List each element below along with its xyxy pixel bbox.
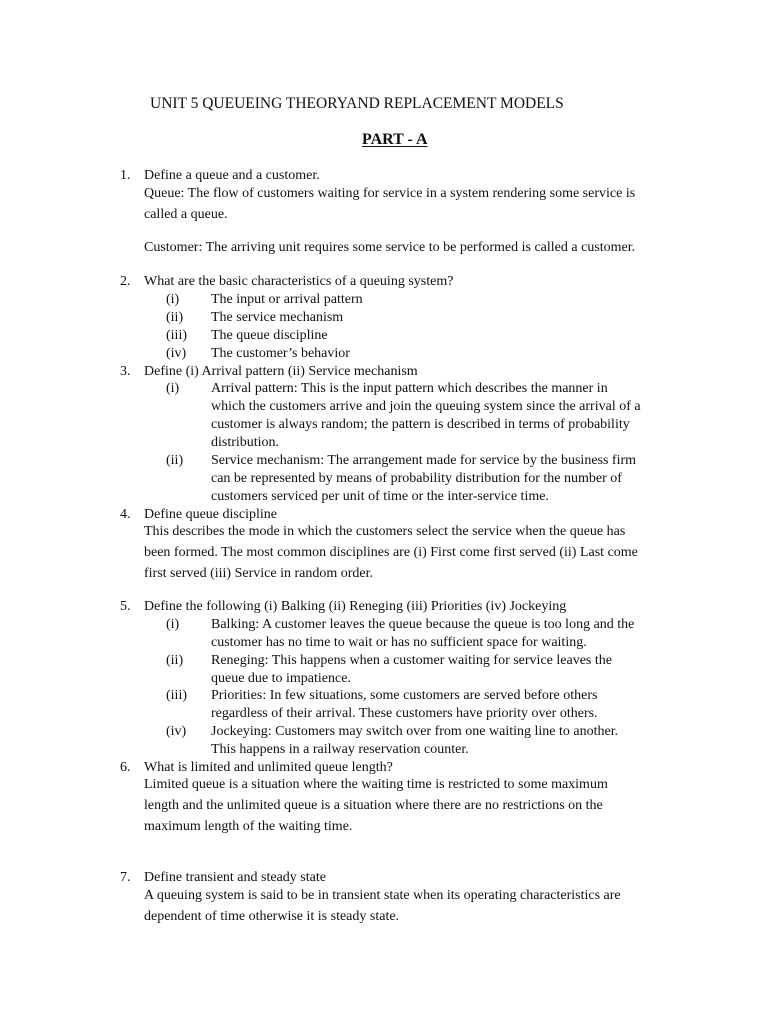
item-line: Reneging: This happens when a customer waiting for service leaves the xyxy=(211,653,612,668)
item-label: (i) xyxy=(166,617,180,632)
question-number: 3. xyxy=(120,364,131,379)
question-text: Define transient and steady state xyxy=(144,870,326,885)
item-line: Balking: A customer leaves the queue because the queue is too long and the xyxy=(211,617,635,632)
item-text: The queue discipline xyxy=(211,328,328,343)
answer-line: first served (iii) Service in random order. xyxy=(144,566,373,581)
item-line: customer has no time to wait or has no sufficient space for waiting. xyxy=(211,635,587,650)
answer-line: Customer: The arriving unit requires some service to be performed is called a customer. xyxy=(144,240,636,255)
item-label: (iii) xyxy=(166,688,187,703)
item-line: can be represented by means of probability distribution for the number of xyxy=(211,471,622,486)
item-line: distribution. xyxy=(211,435,280,450)
item-label: (ii) xyxy=(166,653,184,668)
item-line: regardless of their arrival. These customers have priority over others. xyxy=(211,706,598,721)
answer-line: Limited queue is a situation where the waiting time is restricted to some maximum xyxy=(144,777,608,792)
item-line: Priorities: In few situations, some customers are served before others xyxy=(211,688,598,703)
item-label: (ii) xyxy=(166,453,184,468)
item-text: The service mechanism xyxy=(211,310,344,325)
question-text: Define a queue and a customer. xyxy=(144,168,320,183)
answer-line: length and the unlimited queue is a situation where there are no restrictions on the xyxy=(144,798,603,813)
item-line: customer is always random; the pattern is described in terms of probability xyxy=(211,417,630,432)
question-text: Define (i) Arrival pattern (ii) Service mechanism xyxy=(144,364,418,379)
question-text: Define the following (i) Balking (ii) Reneging (iii) Priorities (iv) Jockeying xyxy=(144,599,567,614)
question-text: Define queue discipline xyxy=(144,507,277,522)
item-line: which the customers arrive and join the queuing system since the arrival of a xyxy=(211,399,641,414)
item-line: customers serviced per unit of time or the inter-service time. xyxy=(211,489,549,504)
item-text: The input or arrival pattern xyxy=(211,292,363,307)
question-number: 5. xyxy=(120,599,131,614)
unit-title: UNIT 5 QUEUEING THEORYAND REPLACEMENT MODELS xyxy=(150,95,564,112)
question-number: 2. xyxy=(120,274,131,289)
question-text: What are the basic characteristics of a queuing system? xyxy=(144,274,454,289)
answer-line: A queuing system is said to be in transient state when its operating characteristics are xyxy=(144,888,621,903)
question-number: 1. xyxy=(120,168,131,183)
item-label: (i) xyxy=(166,292,180,307)
item-line: Arrival pattern: This is the input pattern which describes the manner in xyxy=(211,381,608,396)
item-label: (i) xyxy=(166,381,180,396)
answer-line: This describes the mode in which the customers select the service when the queue has xyxy=(144,524,626,539)
answer-line: Queue: The flow of customers waiting for service in a system rendering some service is xyxy=(144,186,636,201)
item-label: (iv) xyxy=(166,346,187,361)
answer-line: maximum length of the waiting time. xyxy=(144,819,353,834)
item-line: Service mechanism: The arrangement made for service by the business firm xyxy=(211,453,637,468)
item-text: The customer’s behavior xyxy=(211,346,350,361)
item-label: (iv) xyxy=(166,724,187,739)
question-number: 4. xyxy=(120,507,131,522)
item-label: (ii) xyxy=(166,310,184,325)
item-line: Jockeying: Customers may switch over from one waiting line to another. xyxy=(211,724,619,739)
part-label: PART - A xyxy=(362,131,428,148)
item-line: This happens in a railway reservation counter. xyxy=(211,742,469,757)
answer-line: been formed. The most common disciplines are (i) First come first served (ii) Last come xyxy=(144,545,638,560)
answer-line: dependent of time otherwise it is steady state. xyxy=(144,909,400,924)
item-label: (iii) xyxy=(166,328,187,343)
question-text: What is limited and unlimited queue length? xyxy=(144,760,393,775)
question-number: 6. xyxy=(120,760,131,775)
item-line: queue due to impatience. xyxy=(211,671,351,686)
question-number: 7. xyxy=(120,870,131,885)
answer-line: called a queue. xyxy=(144,207,228,222)
